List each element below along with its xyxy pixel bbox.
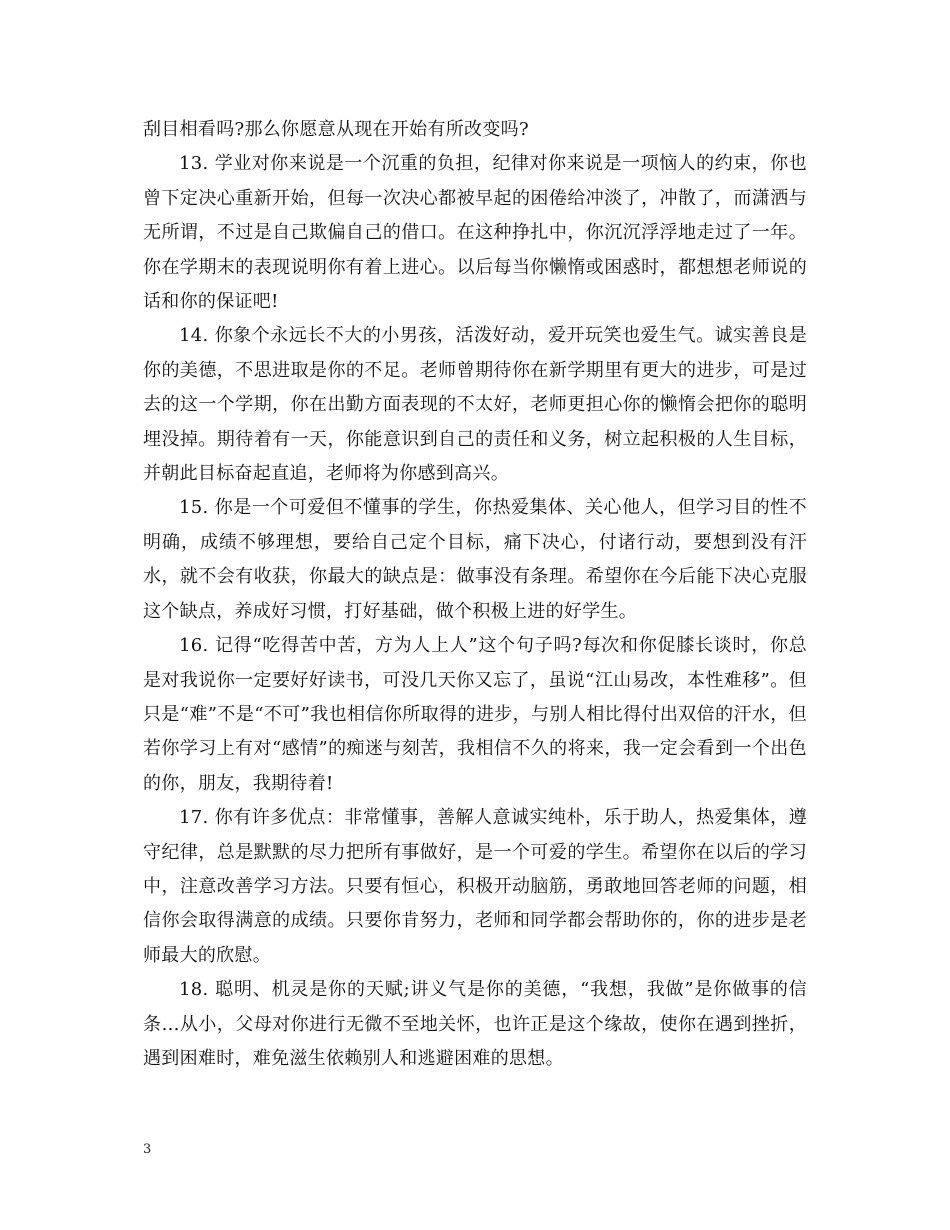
paragraph-continuation: 刮目相看吗?那么你愿意从现在开始有所改变吗? — [143, 119, 529, 140]
paragraph-item-17: 17. 你有许多优点：非常懂事，善解人意诚实纯朴，乐于助人，热爱集体，遵守纪律，总是默默的尽力把所有事做好，是一个可爱的学生。希望你在以后的学习中，注意改善学习方法。只要有恒心，积极开动脑筋，勇敢地回答老师的问题，相信你会取得满意的成绩。只要你肯努力，老师和同学都会帮助你的，你的进步是老师最大的欣慰。 — [143, 807, 807, 966]
page-number: 3 — [143, 1142, 152, 1157]
paragraph-item-16: 16. 记得“吃得苦中苦，方为人上人”这个句子吗?每次和你促膝长谈时，你总是对我说你一定要好好读书，可没几天你又忘了，虽说“江山易改，本性难移”。但只是“难”不是“不可”我也相信你所取得的进步，与别人相比得付出双倍的汗水，但若你学习上有对“感情”的痴迷与刻苦，我相信不久的将来，我一定会看到一个出色的你，朋友，我期待着! — [143, 635, 807, 794]
paragraph-item-14: 14. 你象个永远长不大的小男孩，活泼好动，爱开玩笑也爱生气。诚实善良是你的美德，不思进取是你的不足。老师曾期待你在新学期里有更大的进步，可是过去的这一个学期，你在出勤方面表现的不太好，老师更担心你的懒惰会把你的聪明埋没掉。期待着有一天，你能意识到自己的责任和义务，树立起积极的人生目标，并朝此目标奋起直追，老师将为你感到高兴。 — [143, 325, 807, 485]
paragraph-item-15: 15. 你是一个可爱但不懂事的学生，你热爱集体、关心他人，但学习目的性不明确，成绩不够理想，要给自己定个目标，痛下决心，付诸行动，要想到没有汗水，就不会有收获，你最大的缺点是：做事没有条理。希望你在今后能下决心克服这个缺点，养成好习惯，打好基础，做个积极上进的好学生。 — [143, 497, 807, 622]
document-body — [143, 113, 807, 1076]
paragraph-item-13: 13. 学业对你来说是一个沉重的负担，纪律对你来说是一项恼人的约束，你也曾下定决心重新开始，但每一次决心都被早起的困倦给冲淡了，冲散了，而潇洒与无所谓，不过是自己欺偏自己的借口。在这种挣扎中，你沉沉浮浮地走过了一年。你在学期末的表现说明你有着上进心。以后每当你懒惰或困惑时，都想想老师说的话和你的保证吧! — [143, 153, 807, 313]
paragraph-item-18: 18. 聪明、机灵是你的天赋;讲义气是你的美德，“我想，我做”是你做事的信条…从小，父母对你进行无微不至地关怀，也许正是这个缘故，使你在遇到挫折，遇到困难时，难免滋生依赖别人和逃避困难的思想。 — [143, 979, 807, 1069]
